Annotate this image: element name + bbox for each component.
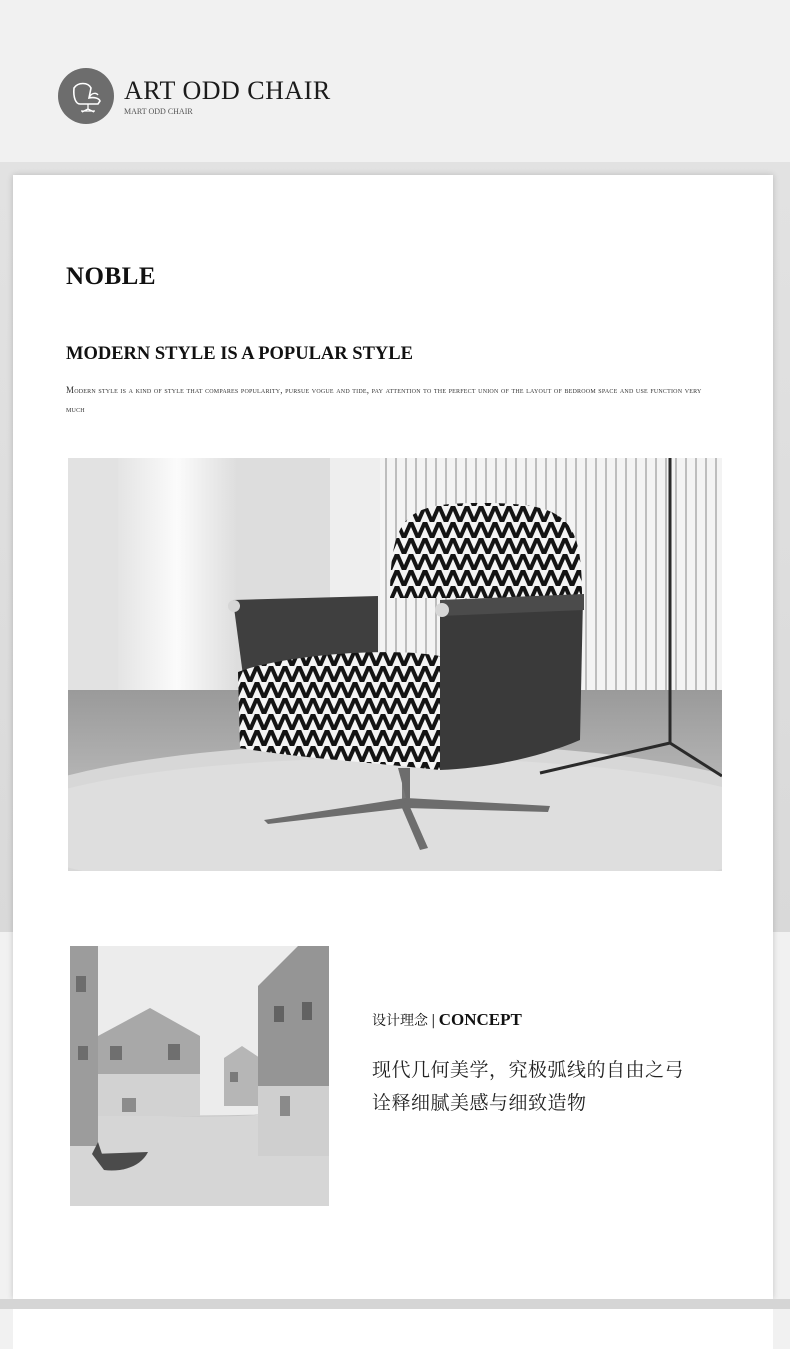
section-description: Modern style is a kind of style that compares popularity, pursue vogue and tide, pay attention to the perfect union of the layout of bedroom space and use function very much [66,385,702,414]
concept-title-en: CONCEPT [438,1010,522,1029]
architecture-image [70,946,329,1206]
page-header [0,0,790,162]
concept-line-2: 诠释细腻美感与细致造物 [372,1092,587,1114]
concept-title-cn: 设计理念 [372,1013,428,1029]
section-kicker: NOBLE [66,263,157,290]
next-content-card [13,1309,773,1349]
concept-title-separator: | [431,1013,436,1029]
brand-logo[interactable] [58,68,114,124]
section-divider [0,1299,790,1309]
concept-line-1: 现代几何美学，究极弧线的自由之弓 [372,1059,685,1081]
brand-subtitle: MART ODD CHAIR [124,107,193,116]
section-heading: MODERN STYLE IS A POPULAR STYLE [66,344,413,364]
hero-chair-image [68,458,722,871]
brand-name[interactable]: ART ODD CHAIR [124,76,331,105]
lounge-chair-icon [58,68,114,124]
concept-title [372,1010,522,1030]
